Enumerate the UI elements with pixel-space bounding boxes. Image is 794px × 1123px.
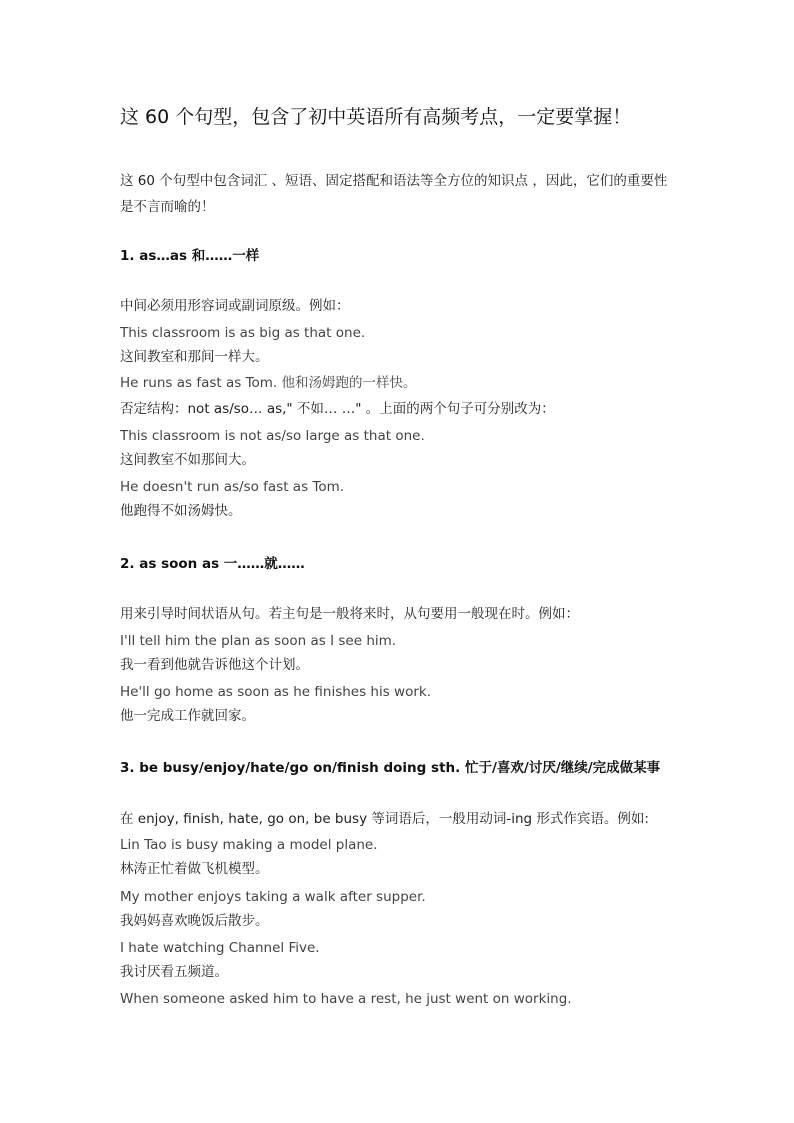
paragraph-line: 用来引导时间状语从句。若主句是一般将来时，从句要用一般现在时。例如： — [120, 606, 579, 622]
translation-line: 我妈妈喜欢晚饭后散步。 — [120, 913, 269, 929]
example-sentence: Lin Tao is busy making a model plane. — [120, 837, 378, 853]
example-sentence: I'll tell him the plan as soon as I see him. — [120, 633, 397, 649]
paragraph-line: 否定结构：not as/so… as," 不如… …" 。上面的两个句子可分别改为： — [120, 401, 555, 417]
translation-line: 我讨厌看五频道。 — [120, 964, 228, 980]
paragraph-line: 中间必须用形容词或副词原级。例如： — [120, 298, 350, 314]
paragraph-line: 在 enjoy, finish, hate, go on, be busy 等词语后，一般用动词-ing 形式作宾语。例如: — [120, 811, 649, 827]
translation-line: 他一完成工作就回家。 — [120, 708, 255, 724]
section-heading-1: 1. as…as 和……一样 — [120, 248, 260, 264]
example-sentence: My mother enjoys taking a walk after supper. — [120, 889, 426, 905]
example-sentence: He doesn't run as/so fast as Tom. — [120, 479, 345, 495]
section-heading-2: 2. as soon as 一……就…… — [120, 556, 305, 572]
translation-line: 林涛正忙着做飞机模型。 — [120, 861, 269, 877]
translation-line: 我一看到他就告诉他这个计划。 — [120, 657, 309, 673]
example-sentence: He runs as fast as Tom. 他和汤姆跑的一样快。 — [120, 375, 417, 391]
translation-line: 这间教室不如那间大。 — [120, 452, 255, 468]
example-sentence: This classroom is as big as that one. — [120, 325, 366, 341]
translation-line: 这间教室和那间一样大。 — [120, 349, 269, 365]
example-sentence: When someone asked him to have a rest, he just went on working. — [120, 991, 572, 1007]
translation-line: 他跑得不如汤姆快。 — [120, 503, 242, 519]
section-heading-3: 3. be busy/enjoy/hate/go on/finish doing sth. 忙于/喜欢/讨厌/继续/完成做某事 — [120, 760, 661, 776]
example-sentence: He'll go home as soon as he finishes his work. — [120, 684, 432, 700]
example-sentence: I hate watching Channel Five. — [120, 940, 320, 956]
example-sentence: This classroom is not as/so large as that one. — [120, 428, 425, 444]
page-title: 这 60 个句型，包含了初中英语所有高频考点，一定要掌握！ — [120, 106, 632, 128]
intro-paragraph: 这 60 个句型中包含词汇 、短语、固定搭配和语法等全方位的知识点 ，因此，它们的重要性是不言而喻的！ — [120, 173, 668, 215]
